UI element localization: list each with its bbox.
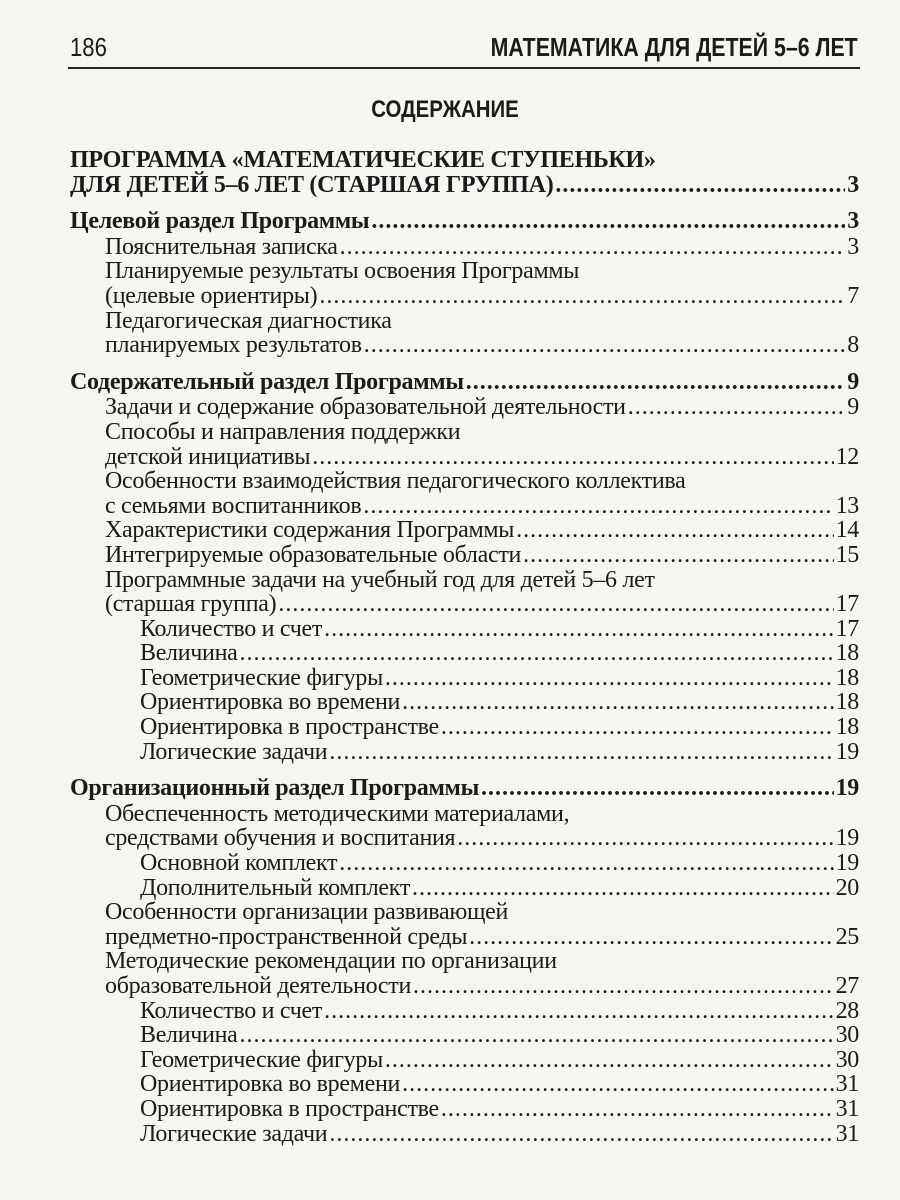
toc-entry-text: Особенности организации развивающей [105,899,509,926]
dot-leader [457,826,833,851]
toc-page-number: 27 [835,973,859,999]
toc-entry-text: Характеристики содержания Программы [105,517,515,544]
toc-entry-text: Логические задачи [140,738,328,765]
toc-entry-text: планируемых результатов [105,332,362,359]
toc-section[interactable] [70,776,859,801]
toc-entry[interactable] [70,876,859,901]
toc-entry-text: Интегрируемые образовательные области [105,541,522,568]
toc-page-number: 9 [847,368,859,395]
toc-entry-text: Величина [140,640,238,667]
toc-entry-text: предметно-пространственной среды [105,923,468,950]
dot-leader [385,666,834,691]
toc-page-number: 31 [835,1095,859,1122]
toc-entry[interactable] [70,641,859,666]
toc-entry[interactable] [70,666,859,691]
dot-leader [481,776,834,801]
toc-entry-text: Особенности взаимодействия педагогического коллектива [105,468,686,495]
toc-entry[interactable] [70,690,859,715]
toc-entry[interactable] [70,949,859,998]
toc-page-number: 20 [835,874,859,901]
dot-leader [324,999,834,1024]
toc-page-number: 13 [835,492,859,519]
dot-leader [329,740,833,765]
toc-page-number: 31 [835,1071,859,1098]
dot-leader [413,974,834,999]
toc-entry-text: Количество и счет [140,997,323,1024]
toc-page-number: 28 [835,997,859,1024]
toc-page-number: 19 [835,775,859,802]
toc-page-number: 30 [835,1046,859,1073]
toc-entry-text: Организационный раздел Программы [70,775,480,802]
dot-leader [469,925,833,950]
dot-leader [319,284,845,309]
toc-entry[interactable] [70,469,859,518]
dot-leader [339,851,833,876]
dot-leader [371,209,845,234]
toc-entry-text: Содержательный раздел Программы [70,368,464,395]
toc-page-number: 8 [847,332,859,359]
toc-section[interactable] [70,370,859,395]
toc-page-number: 3 [847,171,859,198]
toc-page-number: 15 [835,541,859,568]
toc-entry-text: Целевой раздел Программы [70,208,370,235]
dot-leader [324,617,834,642]
toc-entry[interactable] [70,999,859,1024]
toc-page-number: 18 [835,664,859,691]
toc-entry-text: образовательной деятельности [105,973,411,999]
toc-entry[interactable] [70,1048,859,1073]
toc-entry[interactable] [70,1122,859,1147]
toc-entry-text: Величина [140,1022,238,1049]
toc-title: СОДЕРЖАНИЕ [371,96,519,123]
page-number: 186 [70,32,107,62]
toc-page-number: 7 [847,282,859,309]
toc-entry-text: Геометрические фигуры [140,1046,383,1073]
toc-entry[interactable] [70,235,859,260]
dot-leader [402,690,834,715]
toc-entry-text: (целевые ориентиры) [105,282,318,309]
toc-entry-text: Количество и счет [140,615,323,642]
toc-entry-text: Пояснительная записка [105,233,338,260]
toc-entry[interactable] [70,1097,859,1122]
toc-entry-text: Программные задачи на учебный год для детей 5–6 лет [105,566,655,593]
toc-page-number: 17 [835,591,859,618]
toc-entry-text: Ориентировка во времени [140,689,401,716]
dot-leader [363,494,833,519]
toc-entry-text: Логические задачи [140,1120,328,1147]
dot-leader [516,518,834,543]
toc-entry-text: средствами обучения и воспитания [105,825,456,852]
toc-entry[interactable] [70,1072,859,1097]
toc-entry-text: Педагогическая диагностика [105,307,392,334]
toc-entry-text: Ориентировка во времени [140,1071,401,1098]
toc-page-number: 3 [847,233,859,260]
dot-leader [555,173,845,198]
toc-page-number: 18 [835,689,859,716]
toc-page-number: 31 [835,1120,859,1147]
toc-entry[interactable] [70,395,859,420]
dot-leader [385,1048,834,1073]
toc-page-number: 19 [835,825,859,852]
toc-page-number: 25 [835,923,859,950]
toc-entry-text: Задачи и содержание образовательной деятельности [105,394,626,421]
toc-entry[interactable] [70,568,859,617]
running-title: МАТЕМАТИКА ДЛЯ ДЕТЕЙ 5–6 ЛЕТ [490,32,858,62]
toc-entry[interactable] [70,420,859,469]
dot-leader [329,1122,833,1147]
toc-entry-text: Основной комплект [140,850,338,877]
dot-leader [523,543,834,568]
toc-section[interactable] [70,148,859,197]
toc-section[interactable] [70,209,859,234]
toc-entry-text: (старшая группа) [105,591,277,618]
toc-entry[interactable] [70,1023,859,1048]
dot-leader [466,370,846,395]
toc-entry[interactable] [70,543,859,568]
toc-entry[interactable] [70,851,859,876]
dot-leader [441,715,834,740]
toc-page-number: 19 [835,738,859,765]
toc-page-number: 18 [835,714,859,741]
dot-leader [340,235,846,260]
toc-entry[interactable] [70,802,859,851]
toc-entry[interactable] [70,309,859,358]
toc-entry[interactable] [70,740,859,765]
toc-entry-text: Ориентировка в пространстве [140,714,439,741]
toc-entry-text: Методические рекомендации по организации [105,948,557,975]
dot-leader [412,876,834,901]
toc-page-number: 19 [835,850,859,877]
toc-page-number: 9 [847,394,859,421]
toc-entry[interactable] [70,715,859,740]
toc-page-number: 14 [835,517,859,544]
dot-leader [240,641,834,666]
toc-entry[interactable] [70,900,859,949]
dot-leader [240,1023,834,1048]
toc-entry-text: Обеспеченность методическими материалами, [105,800,570,827]
header-rule [68,67,860,69]
toc-page-number: 17 [835,615,859,642]
dot-leader [364,333,846,358]
toc-entry-text: Дополнительный комплект [140,874,411,901]
toc-page-number: 12 [835,443,859,470]
toc-entry[interactable] [70,518,859,543]
dot-leader [312,445,833,470]
dot-leader [278,592,833,617]
toc-entry-text: ПРОГРАММА «МАТЕМАТИЧЕСКИЕ СТУПЕНЬКИ» [70,147,656,173]
dot-leader [402,1072,834,1097]
toc-entry[interactable] [70,617,859,642]
toc-entry-text: детской инициативы [105,443,311,470]
toc-entry-text: с семьями воспитанников [105,492,362,519]
dot-leader [441,1097,834,1122]
toc-entry[interactable] [70,259,859,308]
table-of-contents [70,148,859,1146]
toc-entry-text: Способы и направления поддержки [105,418,461,445]
toc-entry-text: Геометрические фигуры [140,664,383,691]
toc-entry-text: ДЛЯ ДЕТЕЙ 5–6 ЛЕТ (СТАРШАЯ ГРУППА) [70,171,554,198]
toc-entry-text: Планируемые результаты освоения Программы [105,258,580,285]
dot-leader [628,395,846,420]
toc-entry-text: Ориентировка в пространстве [140,1095,439,1122]
toc-page-number: 30 [835,1022,859,1049]
toc-page-number: 18 [835,640,859,667]
toc-page-number: 3 [847,208,859,235]
